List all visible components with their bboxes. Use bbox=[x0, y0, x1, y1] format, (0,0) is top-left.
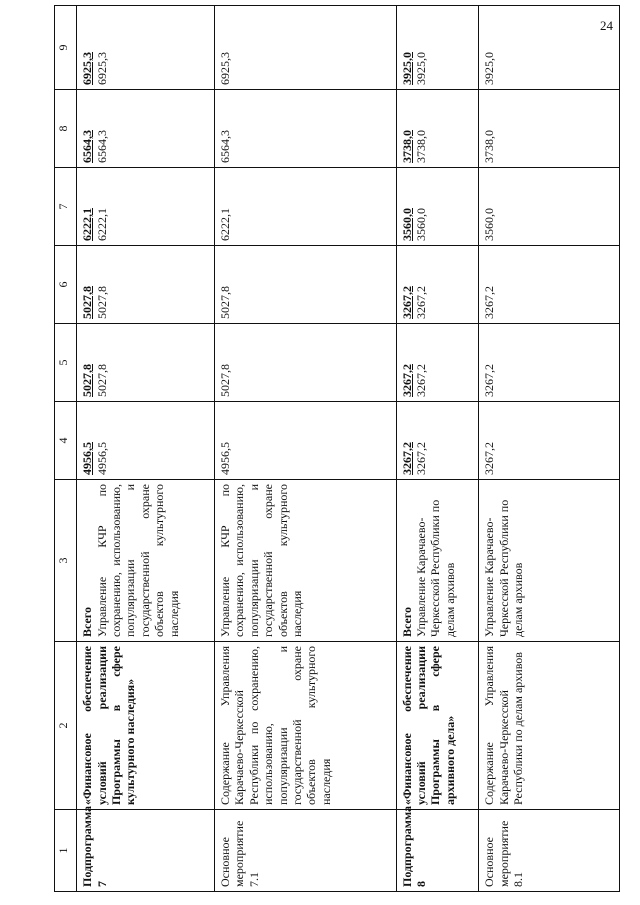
value-cell: 4956,5 bbox=[215, 402, 397, 480]
executor-value: 6222,1 bbox=[94, 208, 109, 241]
total-value: 3738,0 bbox=[399, 130, 414, 163]
executor-value: 4956,5 bbox=[94, 442, 109, 475]
total-value: 6925,3 bbox=[80, 52, 95, 85]
value-cell: 6925,3 bbox=[215, 6, 397, 90]
total-value: 3560,0 bbox=[399, 208, 414, 241]
total-value: 4956,5 bbox=[80, 442, 95, 475]
row-executor: Управление КЧР по сохранению, использованию, популяризации и государственной охране объектов культурного наследия bbox=[215, 480, 397, 642]
value-cell bbox=[77, 168, 215, 246]
row-title: Подпрограмма 8 bbox=[396, 810, 479, 892]
column-header: 6 bbox=[55, 246, 77, 324]
executor-value: 3738,0 bbox=[414, 130, 429, 163]
value-cell bbox=[396, 402, 479, 480]
total-value: 6564,3 bbox=[80, 130, 95, 163]
value-cell bbox=[396, 90, 479, 168]
row-title: Подпрограмма 7 bbox=[77, 810, 215, 892]
table-row-subprogram-7 bbox=[77, 6, 215, 892]
executor-value: 3267,2 bbox=[414, 286, 429, 319]
value-cell: 6564,3 bbox=[215, 90, 397, 168]
row-title: Основное мероприятие 8.1 bbox=[479, 810, 620, 892]
column-header: 8 bbox=[55, 90, 77, 168]
column-header: 1 bbox=[55, 810, 77, 892]
executor-value: 3560,0 bbox=[414, 208, 429, 241]
table-row-measure-8-1 bbox=[479, 6, 620, 892]
total-value: 3925,0 bbox=[399, 52, 414, 85]
rotated-table-container bbox=[54, 6, 620, 892]
total-value: 5027,8 bbox=[80, 364, 95, 397]
value-cell: 3738,0 bbox=[479, 90, 620, 168]
column-header: 4 bbox=[55, 402, 77, 480]
value-cell bbox=[77, 324, 215, 402]
value-cell: 3560,0 bbox=[479, 168, 620, 246]
row-description: «Финансовое обеспечение условий реализации Программы в сфере культурного наследия» bbox=[77, 642, 215, 810]
executor-name: Управление Карачаево-Черкесской Республики по делам архивов bbox=[414, 499, 457, 637]
total-value: 3267,2 bbox=[399, 286, 414, 319]
value-cell: 5027,8 bbox=[215, 324, 397, 402]
value-cell bbox=[77, 90, 215, 168]
row-title: Основное мероприятие 7.1 bbox=[215, 810, 397, 892]
column-header: 7 bbox=[55, 168, 77, 246]
value-cell bbox=[77, 246, 215, 324]
column-header: 3 bbox=[55, 480, 77, 642]
page-number: 24 bbox=[600, 18, 613, 33]
table-row-subprogram-8 bbox=[396, 6, 479, 892]
executor-value: 3267,2 bbox=[414, 364, 429, 397]
value-cell: 6222,1 bbox=[215, 168, 397, 246]
total-label: Всего bbox=[80, 607, 95, 637]
row-executor bbox=[77, 480, 215, 642]
value-cell: 3267,2 bbox=[479, 402, 620, 480]
value-cell: 3267,2 bbox=[479, 246, 620, 324]
row-description: Содержание Управления Карачаево-Черкесской Республики по сохранению, использованию, популяризации и государственной охране объектов культурного наследия bbox=[215, 642, 397, 810]
value-cell bbox=[396, 246, 479, 324]
executor-value: 6564,3 bbox=[94, 130, 109, 163]
executor-value: 3925,0 bbox=[414, 52, 429, 85]
row-executor: Управление Карачаево-Черкесской Республики по делам архивов bbox=[479, 480, 620, 642]
row-description: «Финансовое обеспечение условий реализации Программы в сфере архивного дела» bbox=[396, 642, 479, 810]
row-executor bbox=[396, 480, 479, 642]
budget-table bbox=[54, 5, 620, 892]
value-cell bbox=[396, 324, 479, 402]
executor-value: 5027,8 bbox=[94, 286, 109, 319]
table-row-measure-7-1 bbox=[215, 6, 397, 892]
total-label: Всего bbox=[399, 607, 414, 637]
total-value: 5027,8 bbox=[80, 286, 95, 319]
executor-value: 6925,3 bbox=[94, 52, 109, 85]
value-cell bbox=[396, 6, 479, 90]
column-header: 5 bbox=[55, 324, 77, 402]
column-header: 2 bbox=[55, 642, 77, 810]
executor-value: 5027,8 bbox=[94, 364, 109, 397]
executor-value: 3267,2 bbox=[414, 442, 429, 475]
total-value: 6222,1 bbox=[80, 208, 95, 241]
value-cell bbox=[77, 6, 215, 90]
total-value: 3267,2 bbox=[399, 364, 414, 397]
column-header: 9 bbox=[55, 6, 77, 90]
value-cell: 3267,2 bbox=[479, 324, 620, 402]
row-description: Содержание Управления Карачаево-Черкесской Республики по делам архивов bbox=[479, 642, 620, 810]
total-value: 3267,2 bbox=[399, 442, 414, 475]
value-cell bbox=[77, 402, 215, 480]
value-cell: 5027,8 bbox=[215, 246, 397, 324]
executor-name: Управление КЧР по сохранению, использованию, популяризации и государственной охране объектов культурного наследия bbox=[94, 484, 181, 637]
value-cell bbox=[396, 168, 479, 246]
column-number-row bbox=[55, 6, 77, 892]
value-cell: 3925,0 bbox=[479, 6, 620, 90]
